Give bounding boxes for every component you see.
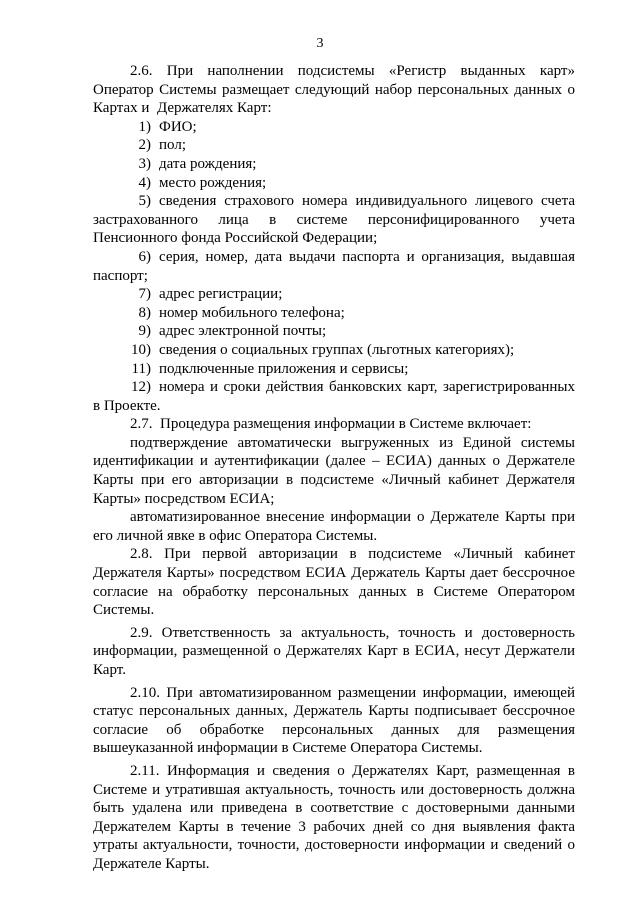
paragraph-2-7-b: автоматизированное внесение информации о Держателе Карты при его личной явке в офис Оператора Системы. <box>93 509 579 544</box>
paragraph-2-11: 2.11. Информация и сведения о Держателях Карт, размещенная в Системе и утратившая актуальность, точность или достоверность должна быть удалена или приведена в соответствие с достоверными данными Держателем Карты в течение 3 рабочих дней со дня выявления факта утраты актуальности, точности, достоверности информации и сведений о Держателе Карты. <box>93 762 579 872</box>
paragraph-2-7: 2.7. Процедура размещения информации в Системе включает: <box>130 416 532 433</box>
list-item: 8) номер мобильного телефона; <box>138 304 345 321</box>
paragraph-2-7-a: подтверждение автоматически выгруженных из Единой системы идентификации и аутентификации (далее – ЕСИА) данных о Держателе Карты при его авторизации в подсистеме «Личный кабинет Держателя Карты» посредством ЕСИА; <box>93 434 579 507</box>
list-item: 3) дата рождения; <box>138 155 257 172</box>
personal-data-list <box>93 118 579 416</box>
list-item: 2) пол; <box>138 137 186 154</box>
list-item: 10) сведения о социальных группах (льготных категориях); <box>131 341 515 358</box>
list-item: 1) ФИО; <box>138 118 197 135</box>
list-item: 11) подключенные приложения и сервисы; <box>131 360 409 377</box>
paragraph-2-9: 2.9. Ответственность за актуальность, точность и достоверность информации, размещенной о Держателях Карт в ЕСИА, несут Держатели Карт. <box>93 624 579 678</box>
page-number: 3 <box>316 36 324 51</box>
list-item: 6) серия, номер, дата выдачи паспорта и организация, выдавшая паспорт; <box>93 248 579 284</box>
document-body <box>93 62 579 874</box>
paragraph-2-8: 2.8. При первой авторизации в подсистеме «Личный кабинет Держателя Карты» посредством ЕСИА Держатель Карты дает бессрочное согласие на обработку персональных данных в Системе Оператором Системы. <box>93 546 579 619</box>
list-item: 5) сведения страхового номера индивидуального лицевого счета застрахованного лица в системе персонифицированного учета Пенсионного фонда Российской Федерации; <box>93 193 579 247</box>
list-item: 7) адрес регистрации; <box>138 286 283 303</box>
paragraph-2-10: 2.10. При автоматизированном размещении информации, имеющей статус персональных данных, Держатель Карты подписывает бессрочное согласие об обработке персональных данных для размещения вышеуказанной информации в Системе Оператора Системы. <box>93 684 579 757</box>
list-item: 4) место рождения; <box>138 174 267 191</box>
list-item: 9) адрес электронной почты; <box>138 323 327 340</box>
list-item: 12) номера и сроки действия банковских карт, зарегистрированных в Проекте. <box>93 379 579 414</box>
paragraph-2-6: 2.6. При наполнении подсистемы «Регистр выданных карт» Оператор Системы размещает следующий набор персональных данных о Картах и Держателях Карт: <box>93 63 579 117</box>
